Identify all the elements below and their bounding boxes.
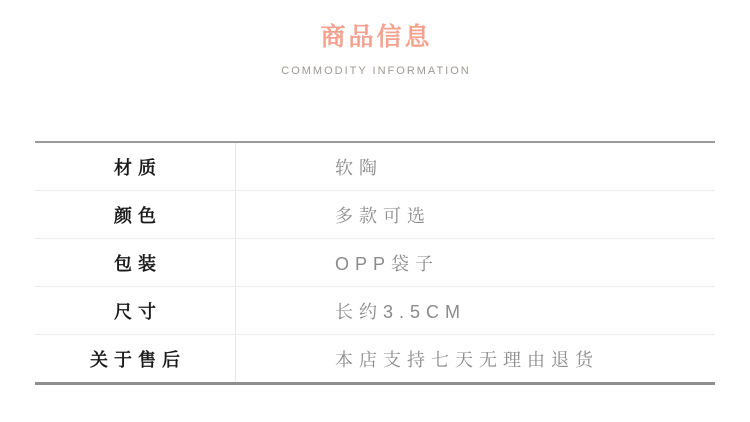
spec-table [35,141,715,385]
spec-value-size: 长约3.5CM [335,301,467,322]
spec-label-material: 材质 [35,143,236,190]
section-title: 商品信息 [320,23,433,51]
spec-label-packaging: 包装 [35,239,236,286]
spec-value-aftersales: 本店支持七天无理由退货 [335,349,599,370]
spec-row-size [35,287,715,335]
spec-value-material: 软陶 [335,157,383,178]
section-header [0,0,750,77]
spec-value-packaging: OPP袋子 [335,253,440,274]
spec-value-color: 多款可选 [335,205,431,226]
spec-row-color [35,191,715,239]
section-subtitle: COMMODITY INFORMATION [281,65,471,77]
spec-row-material [35,143,715,191]
spec-row-packaging [35,239,715,287]
spec-row-aftersales [35,335,715,382]
spec-label-color: 颜色 [35,191,236,238]
spec-label-size: 尺寸 [35,287,236,334]
spec-label-aftersales: 关于售后 [35,335,236,382]
